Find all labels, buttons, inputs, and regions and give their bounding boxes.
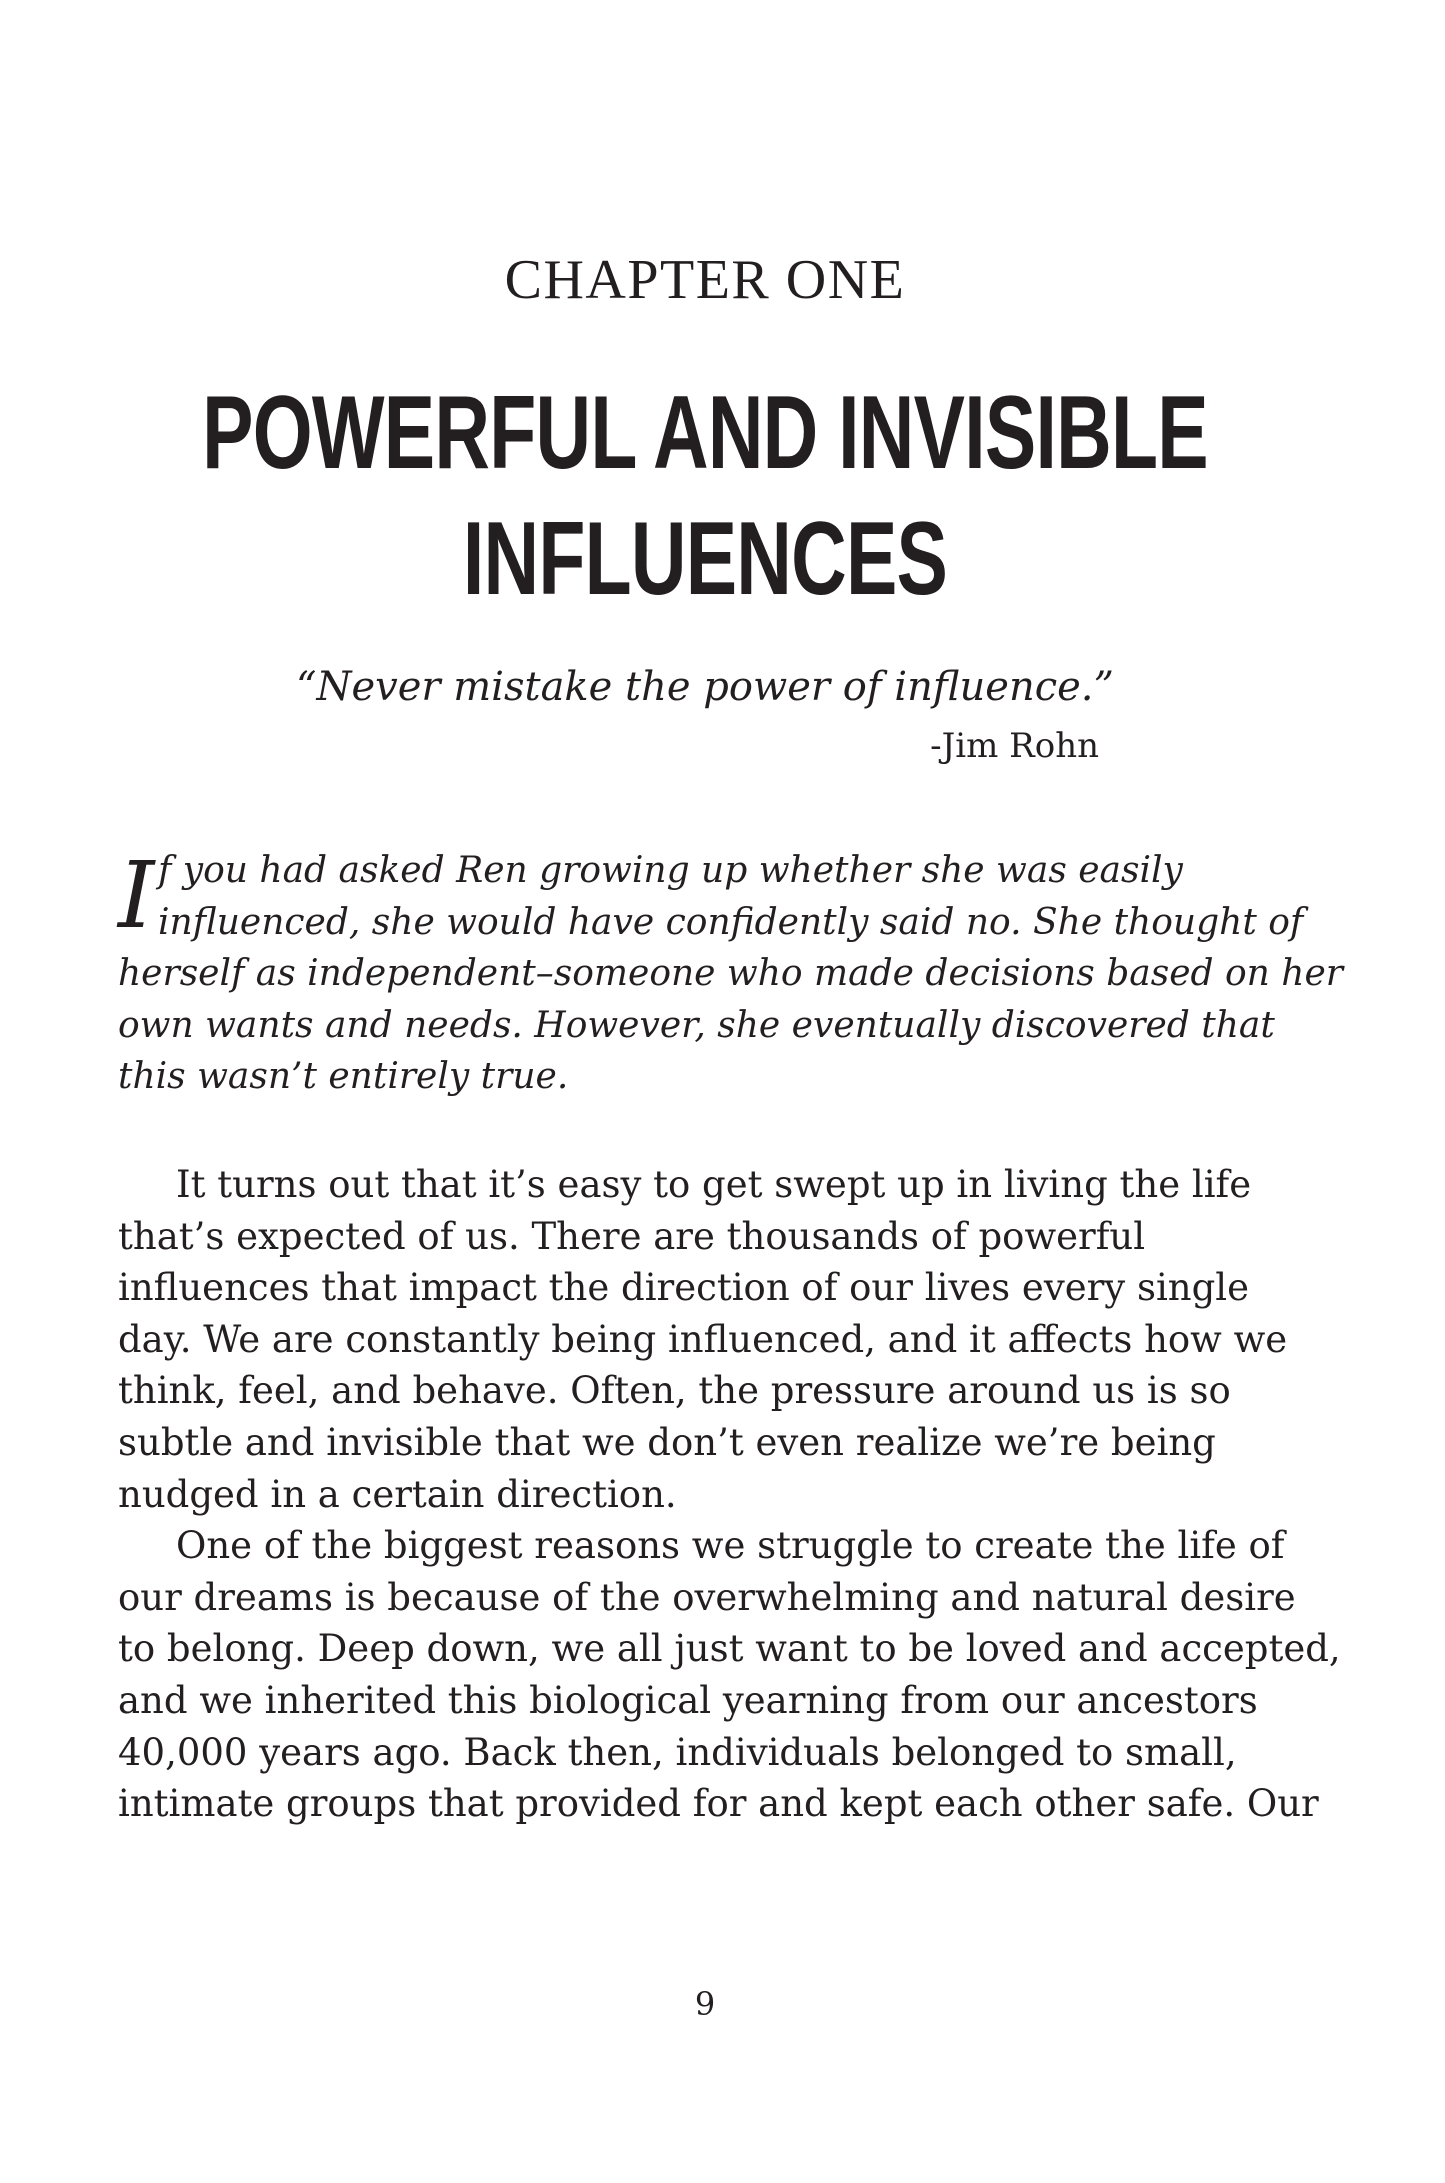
body-line: and we inherited this biological yearning from our ancestors: [118, 1678, 1258, 1722]
body-line: One of the biggest reasons we struggle to create the life of: [176, 1524, 1285, 1568]
chapter-label: CHAPTER ONE: [504, 249, 906, 311]
opening-line: this wasn’t entirely true.: [118, 1056, 569, 1097]
opening-paragraph: [118, 842, 1344, 1103]
chapter-title: [183, 370, 1226, 622]
chapter-title-line: INFLUENCES: [462, 501, 948, 617]
opening-line: f you had asked Ren growing up whether she was easily: [158, 850, 1183, 891]
drop-cap: I: [118, 842, 155, 949]
body-line: influences that impact the direction of our lives every single: [118, 1266, 1250, 1310]
body-line: day. We are constantly being influenced, and it affects how we: [118, 1317, 1288, 1361]
body-line: our dreams is because of the overwhelming and natural desire: [118, 1575, 1296, 1619]
body-line: that’s expected of us. There are thousands of powerful: [118, 1214, 1146, 1258]
page-number: 9: [694, 1985, 716, 2023]
body-line: 40,000 years ago. Back then, individuals belonged to small,: [118, 1730, 1237, 1774]
body-line: to belong. Deep down, we all just want to be loved and accepted,: [118, 1627, 1341, 1671]
body-line: think, feel, and behave. Often, the pressure around us is so: [118, 1369, 1231, 1413]
epigraph-author: -Jim Rohn: [930, 726, 1099, 766]
body-text: [118, 1159, 1341, 1830]
body-line: It turns out that it’s easy to get swept up in living the life: [176, 1163, 1252, 1206]
body-line: nudged in a certain direction.: [118, 1472, 677, 1516]
epigraph-quote: “Never mistake the power of influence.”: [296, 664, 1114, 710]
chapter-title-line: POWERFUL AND INVISIBLE: [202, 375, 1208, 491]
body-line: intimate groups that provided for and kept each other safe. Our: [118, 1782, 1319, 1826]
body-line: subtle and invisible that we don’t even realize we’re being: [118, 1420, 1216, 1464]
opening-line: influenced, she would have confidently said no. She thought of: [158, 901, 1304, 943]
opening-line: herself as independent–someone who made decisions based on her: [118, 953, 1344, 994]
opening-line: own wants and needs. However, she eventually discovered that: [118, 1004, 1275, 1046]
